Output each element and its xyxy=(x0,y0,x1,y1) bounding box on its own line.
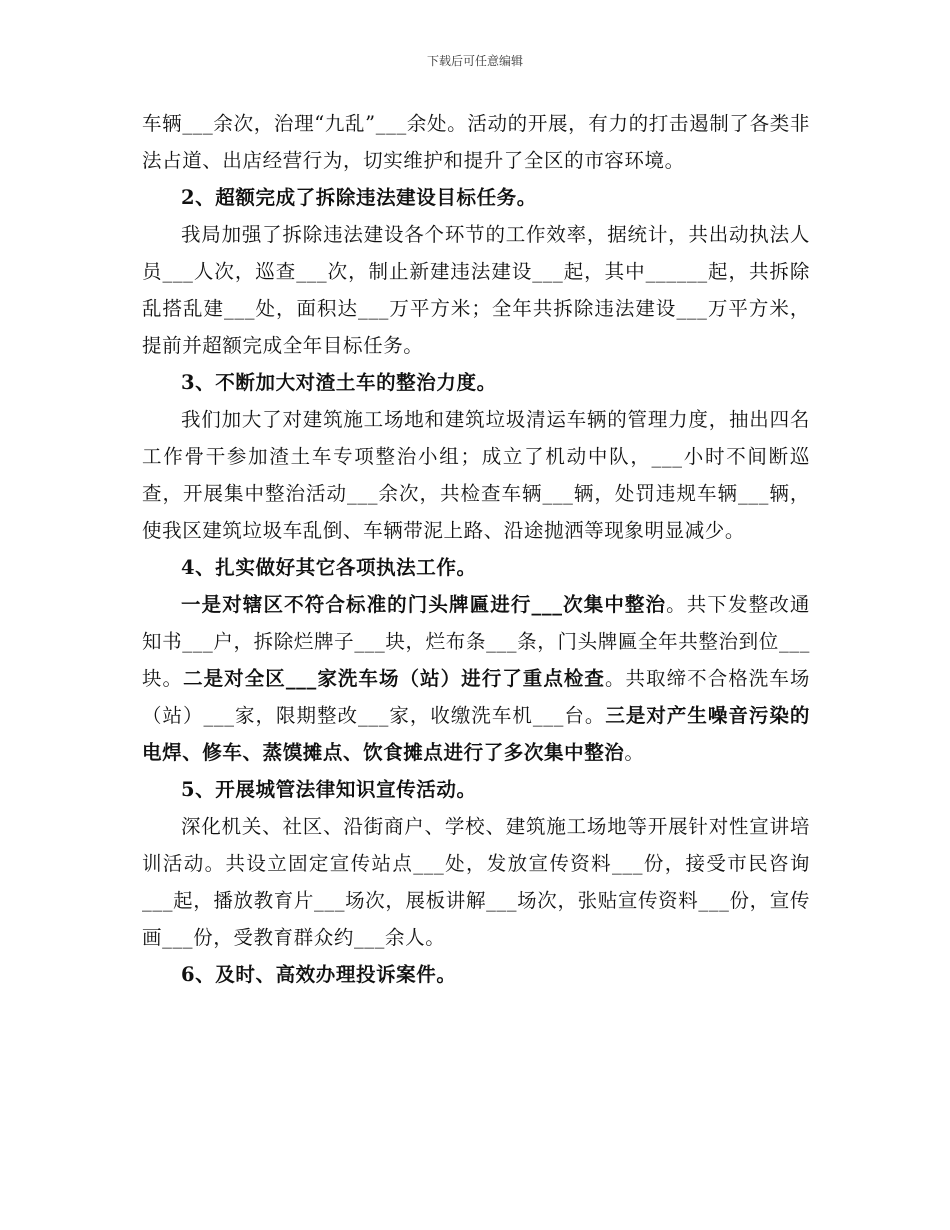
paragraph-1: 车辆___余次，治理“九乱”___余处。活动的开展，有力的打击遏制了各类非法占道、出店经营行为，切实维护和提升了全区的市容环境。 xyxy=(142,112,810,172)
paragraph-3: 我们加大了对建筑施工场地和建筑垃圾清运车辆的管理力度，抽出四名工作骨干参加渣土车专项整治小组；成立了机动中队，___小时不间断巡查，开展集中整治活动___余次，共检查车辆___辆，处罚违规车辆___辆，使我区建筑垃圾车乱倒、车辆带泥上路、沿途抛洒等现象明显减少。 xyxy=(142,408,810,542)
text-phrase-2: 。共取缔不合格洗车场（站）___家，限期整改___家，收缴洗车机___台。 xyxy=(142,667,810,727)
section-heading-4: 4、扎实做好其它各项执法工作。 xyxy=(181,556,477,579)
section-heading-6: 6、及时、高效办理投诉案件。 xyxy=(181,963,457,986)
section-heading-5: 5、开展城管法律知识宣传活动。 xyxy=(181,778,477,801)
text-phrase-1: 。共下发整改通知书___户，拆除烂牌子___块，烂布条___条，门头牌匾全年共整治到位___块。 xyxy=(142,593,810,690)
text-phrase-3: 。 xyxy=(624,741,645,764)
section-heading-2: 2、超额完成了拆除违法建设目标任务。 xyxy=(181,186,537,209)
section-heading-3: 3、不断加大对渣土车的整治力度。 xyxy=(181,371,497,394)
bold-phrase-2: 二是对全区___家洗车场（站）进行了重点检查 xyxy=(183,667,605,690)
document-body xyxy=(142,105,810,993)
bold-phrase-3: 三是对产生噪音污染的电焊、修车、蒸馍摊点、饮食摊点进行了多次集中整治 xyxy=(142,704,810,764)
paragraph-5: 深化机关、社区、沿街商户、学校、建筑施工场地等开展针对性宣讲培训活动。共设立固定宣传站点___处，发放宣传资料___份，接受市民咨询___起，播放教育片___场次，展板讲解___场次，张贴宣传资料___份，宣传画___份，受教育群众约___余人。 xyxy=(142,815,810,949)
page-header: 下载后可任意编辑 xyxy=(426,54,523,68)
paragraph-2: 我局加强了拆除违法建设各个环节的工作效率，据统计，共出动执法人员___人次，巡查___次，制止新建违法建设___起，其中______起，共拆除乱搭乱建___处，面积达___万平方米；全年共拆除违法建设___万平方米，提前并超额完成全年目标任务。 xyxy=(142,223,810,357)
bold-phrase-1: 一是对辖区不符合标准的门头牌匾进行___次集中整治 xyxy=(181,593,667,616)
paragraph-4 xyxy=(142,586,810,771)
